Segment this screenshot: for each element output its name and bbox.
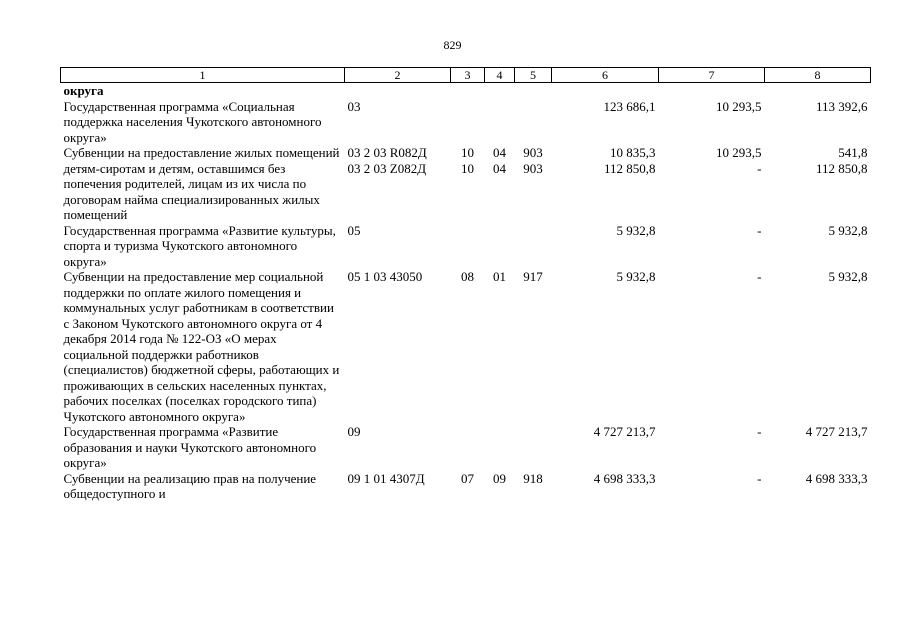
cell-value: 4 698 333,3 (593, 470, 656, 486)
column-header: 5 (515, 68, 552, 83)
budget-code-cell (345, 424, 451, 471)
cell-value: 112 850,8 (603, 160, 656, 176)
amount-regional-cell (765, 99, 871, 146)
amount-regional-cell (765, 83, 871, 99)
budget-code-cell (345, 223, 451, 270)
cell-value: - (757, 269, 762, 284)
section-cell (451, 99, 485, 146)
cell-value: 07 (461, 470, 474, 486)
cell-value: 5 932,8 (828, 269, 868, 284)
column-header: 1 (61, 68, 345, 83)
budget-code-cell (345, 269, 451, 424)
row-name-cell: Государственная программа «Развитие образования и науки Чукотского автономного округа» (63, 424, 317, 470)
cell-value: 4 727 213,7 (805, 424, 868, 439)
department-cell (515, 471, 552, 502)
cell-value: 01 (493, 269, 506, 284)
column-header: 8 (765, 68, 871, 83)
section-cell (451, 471, 485, 502)
subsection-cell (485, 223, 515, 270)
amount-federal-cell (659, 223, 765, 270)
department-cell (515, 83, 552, 99)
row-name-cell: Субвенции на предоставление мер социальной поддержки по оплате жилого помещения и коммунальных услуг работникам в соответствии с Законом Чукотского автономного округа от 4 декабря 2014 года № 122-ОЗ «О мерах социальной поддержки работников (специалистов) бюджетной сферы, работающих и проживающих в сельских населенных пунктах, рабочих поселках (поселках городского типа) Чукотского автономного округа» (63, 269, 340, 424)
amount-regional-cell (765, 269, 871, 424)
cell-value: 09 1 01 4307Д (347, 470, 425, 486)
amount-total-cell (552, 83, 659, 99)
amount-total-cell (552, 424, 659, 471)
table-row (61, 269, 871, 424)
budget-code-cell (345, 83, 451, 99)
amount-regional-cell (765, 471, 871, 502)
table-body (61, 83, 871, 502)
row-name-cell: Государственная программа «Развитие культуры, спорта и туризма Чукотского автономного округа» (63, 222, 336, 269)
cell-value: - (757, 160, 762, 176)
row-name-cell: Субвенции на реализацию прав на получение общедоступного и (63, 470, 317, 501)
section-cell (451, 145, 485, 223)
cell-value: 10 835,3 (610, 145, 656, 160)
cell-value: 5 932,8 (616, 269, 656, 284)
amount-regional-cell (765, 424, 871, 471)
department-cell (515, 223, 552, 270)
table-row (61, 83, 871, 99)
subsection-cell (485, 269, 515, 424)
cell-value: 05 1 03 43050 (347, 269, 423, 284)
cell-value: 5 932,8 (616, 222, 656, 238)
cell-value: - (757, 470, 762, 486)
table-header-row (61, 68, 871, 83)
amount-regional-cell (765, 223, 871, 270)
cell-value: 903 (523, 145, 543, 160)
cell-value: 5 932,8 (828, 222, 868, 238)
column-header: 2 (345, 68, 451, 83)
amount-total-cell (552, 99, 659, 146)
budget-code-cell (345, 145, 451, 223)
cell-value: 04 (493, 160, 506, 176)
cell-value: 08 (461, 269, 474, 284)
amount-total-cell (552, 145, 659, 223)
cell-value: 09 (347, 424, 361, 439)
cell-value: 541,8 (838, 145, 868, 160)
cell-value: 03 2 03 R082Д (347, 145, 427, 160)
department-cell (515, 269, 552, 424)
column-header: 6 (552, 68, 659, 83)
column-header: 4 (485, 68, 515, 83)
cell-value: - (757, 222, 762, 238)
amount-total-cell (552, 471, 659, 502)
amount-regional-cell (765, 145, 871, 223)
cell-value: 903 (523, 160, 543, 176)
cell-value: 4 727 213,7 (593, 424, 656, 439)
cell-value: 10 293,5 (716, 98, 762, 114)
amount-total-cell (552, 269, 659, 424)
row-name-cell: Государственная программа «Социальная поддержка населения Чукотского автономного округа» (63, 98, 322, 145)
amount-federal-cell (659, 145, 765, 223)
amount-total-cell (552, 223, 659, 270)
cell-value: 09 (493, 470, 506, 486)
cell-value: - (757, 424, 762, 439)
cell-value: 917 (523, 269, 543, 284)
cell-value: 04 (493, 145, 506, 160)
cell-value: 4 698 333,3 (805, 470, 868, 486)
section-cell (451, 83, 485, 99)
cell-value: 10 (461, 145, 474, 160)
cell-value: 918 (523, 470, 543, 486)
section-cell (451, 269, 485, 424)
amount-federal-cell (659, 83, 765, 99)
table-row (61, 223, 871, 270)
cell-value: 112 850,8 (815, 160, 868, 176)
amount-federal-cell (659, 424, 765, 471)
column-header: 7 (659, 68, 765, 83)
row-name-cell: округа (63, 83, 104, 98)
row-name-cell: Субвенции на предоставление жилых помещений детям-сиротам и детям, оставшимся без попечения родителей, лицам из их числа по договорам найма специализированных жилых помещений (63, 145, 340, 222)
subsection-cell (485, 471, 515, 502)
department-cell (515, 99, 552, 146)
subsection-cell (485, 424, 515, 471)
cell-value: 03 (347, 98, 361, 114)
amount-federal-cell (659, 99, 765, 146)
budget-table (60, 67, 871, 502)
cell-value: 03 2 03 Z082Д (347, 160, 427, 176)
department-cell (515, 145, 552, 223)
table-row (61, 424, 871, 471)
budget-code-cell (345, 99, 451, 146)
subsection-cell (485, 83, 515, 99)
table-row (61, 471, 871, 502)
subsection-cell (485, 99, 515, 146)
amount-federal-cell (659, 269, 765, 424)
column-header: 3 (451, 68, 485, 83)
amount-federal-cell (659, 471, 765, 502)
cell-value: 113 392,6 (815, 98, 868, 114)
subsection-cell (485, 145, 515, 223)
page-number: 829 (443, 38, 462, 52)
table-row (61, 145, 871, 223)
section-cell (451, 223, 485, 270)
cell-value: 123 686,1 (603, 98, 656, 114)
section-cell (451, 424, 485, 471)
cell-value: 10 (461, 160, 474, 176)
table-row (61, 99, 871, 146)
cell-value: 10 293,5 (716, 145, 762, 160)
cell-value: 05 (347, 222, 361, 238)
budget-code-cell (345, 471, 451, 502)
department-cell (515, 424, 552, 471)
